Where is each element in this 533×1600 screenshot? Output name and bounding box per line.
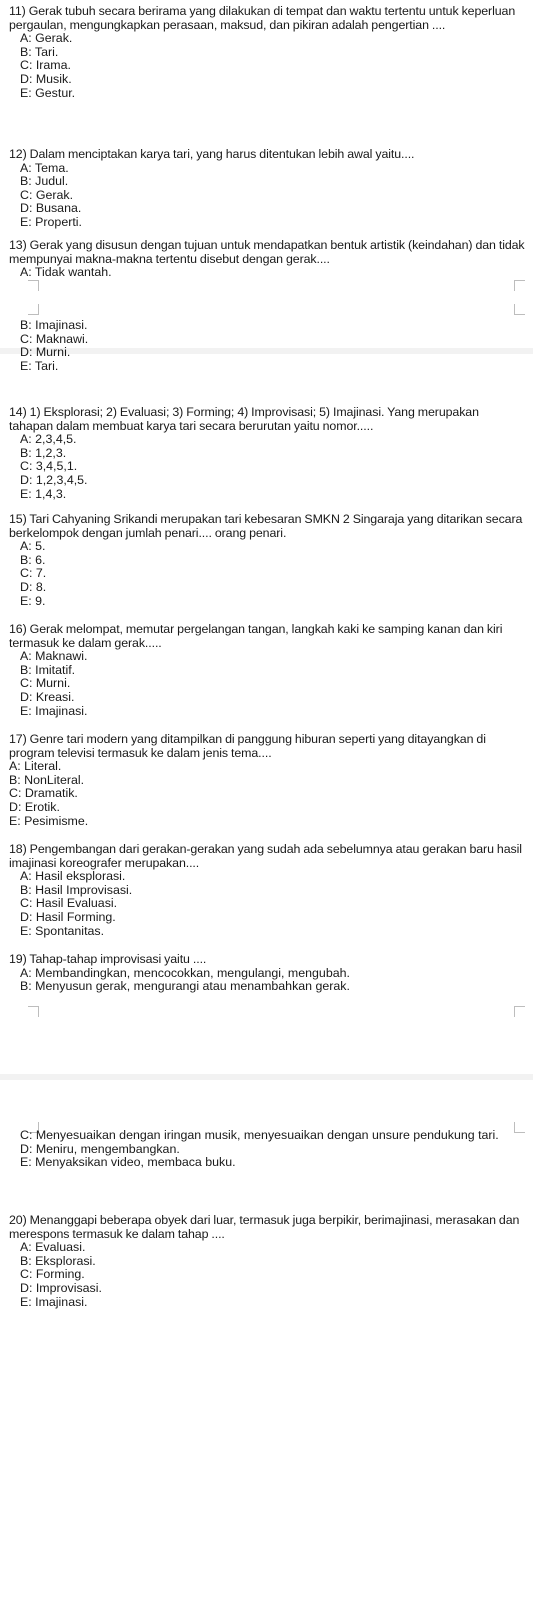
option-c[interactable]: C: Murni.: [20, 676, 71, 691]
question-text: 20) Menanggapi beberapa obyek dari luar, termasuk juga berpikir, berimajinasi, merasakan dan merespons termasuk ke dalam tahap ....: [9, 1213, 520, 1241]
option-d[interactable]: D: 8.: [20, 579, 47, 594]
option-d[interactable]: D: 1,2,3,4,5.: [20, 472, 88, 487]
question-text: 15) Tari Cahyaning Srikandi merupakan tari kebesaran SMKN 2 Singaraja yang ditarikan secara berkelompok dengan jumlah penari.... orang penari.: [9, 512, 523, 540]
question-16: [0, 623, 533, 718]
option-d[interactable]: D: Busana.: [20, 201, 82, 216]
option-d[interactable]: D: Musik.: [20, 71, 72, 86]
question-13-continued: [0, 319, 533, 373]
question-text: 17) Genre tari modern yang ditampilkan di panggung hiburan seperti yang ditayangkan di program televisi termasuk ke dalam jenis tema....: [9, 732, 486, 760]
question-12: [0, 148, 533, 230]
question-20: [0, 1214, 533, 1309]
option-a[interactable]: A: Gerak.: [20, 31, 73, 46]
option-c[interactable]: C: Irama.: [20, 58, 71, 73]
option-b[interactable]: B: Menyusun gerak, mengurangi atau menambahkan gerak.: [20, 979, 350, 994]
question-15: [0, 513, 533, 608]
option-a[interactable]: A: Hasil eksplorasi.: [20, 869, 126, 884]
option-d[interactable]: D: Murni.: [20, 345, 71, 360]
option-a[interactable]: A: Maknawi.: [20, 649, 88, 664]
option-c[interactable]: C: 3,4,5,1.: [20, 459, 78, 474]
option-c[interactable]: [0, 1129, 533, 1143]
question-18: [0, 843, 533, 938]
option-c-text: C: Menyesuaikan dengan iringan musik, menyesuaikan dengan unsure pendukung tari.: [20, 1128, 499, 1142]
question-text: 18) Pengembangan dari gerakan-gerakan yang sudah ada sebelumnya atau gerakan baru hasil imajinasi koreografer merupakan....: [9, 842, 522, 870]
option-e[interactable]: E: Spontanitas.: [20, 923, 105, 938]
option-e[interactable]: E: Menyaksikan video, membaca buku.: [20, 1155, 236, 1170]
question-text: 19) Tahap-tahap improvisasi yaitu ....: [9, 952, 207, 966]
question-text: 12) Dalam menciptakan karya tari, yang harus ditentukan lebih awal yaitu....: [9, 147, 415, 161]
option-e[interactable]: E: Imajinasi.: [20, 703, 88, 718]
option-d[interactable]: D: Improvisasi.: [20, 1280, 102, 1295]
option-e[interactable]: E: Pesimisme.: [9, 813, 89, 828]
option-d[interactable]: D: Meniru, mengembangkan.: [20, 1141, 180, 1156]
option-d[interactable]: D: Hasil Forming.: [20, 909, 116, 924]
option-a[interactable]: A: Tema.: [20, 160, 69, 175]
crop-mark-top-left: [28, 280, 39, 291]
question-text: 13) Gerak yang disusun dengan tujuan untuk mendapatkan bentuk artistik (keindahan) dan tidak mempunyai makna-makna tertentu disebut dengan gerak....: [9, 238, 525, 266]
crop-mark-top-right: [514, 280, 525, 291]
option-d[interactable]: D: Kreasi.: [20, 689, 75, 704]
option-b[interactable]: B: 6.: [20, 552, 46, 567]
option-c[interactable]: C: Gerak.: [20, 187, 74, 202]
option-a[interactable]: A: 5.: [20, 539, 46, 554]
option-c[interactable]: C: Dramatik.: [9, 786, 78, 801]
option-c[interactable]: C: Maknawi.: [20, 331, 89, 346]
option-a[interactable]: A: Membandingkan, mencocokkan, mengulangi, mengubah.: [20, 965, 350, 980]
question-text: 14) 1) Eksplorasi; 2) Evaluasi; 3) Forming; 4) Improvisasi; 5) Imajinasi. Yang merupakan tahapan dalam membuat karya tari secara berurutan yaitu nomor.....: [9, 405, 479, 433]
question-19-continued: [0, 1129, 533, 1170]
question-19: [0, 953, 533, 994]
option-c[interactable]: C: 7.: [20, 566, 47, 581]
option-b[interactable]: B: Tari.: [20, 44, 59, 59]
option-b[interactable]: B: 1,2,3.: [20, 445, 67, 460]
question-17: [0, 733, 533, 828]
crop-mark-bottom-left: [28, 304, 39, 315]
question-11: [0, 5, 533, 100]
option-b[interactable]: B: Imajinasi.: [20, 318, 88, 332]
crop-mark-bottom-right: [514, 304, 525, 315]
option-e[interactable]: E: Properti.: [20, 214, 82, 229]
option-c[interactable]: C: Hasil Evaluasi.: [20, 896, 118, 911]
option-c[interactable]: C: Forming.: [20, 1267, 85, 1282]
option-b[interactable]: B: Judul.: [20, 174, 69, 189]
question-text: 11) Gerak tubuh secara berirama yang dilakukan di tempat dan waktu tertentu untuk keperluan pergaulan, mengungkapkan perasaan, maksud, dan pikiran adalah pengertian ....: [9, 4, 516, 32]
page-break-band: [0, 1074, 533, 1080]
option-d[interactable]: D: Erotik.: [9, 799, 60, 814]
option-b[interactable]: B: Imitatif.: [20, 662, 76, 677]
option-e[interactable]: E: Gestur.: [20, 85, 76, 100]
question-14: [0, 406, 533, 501]
option-e[interactable]: E: 1,4,3.: [20, 486, 67, 501]
option-b[interactable]: B: NonLiteral.: [9, 772, 85, 787]
option-e[interactable]: E: Imajinasi.: [20, 1294, 88, 1309]
crop-mark-top-right: [514, 1006, 525, 1017]
question-text: 16) Gerak melompat, memutar pergelangan tangan, langkah kaki ke samping kanan dan kiri termasuk ke dalam gerak.....: [9, 622, 503, 650]
option-e[interactable]: E: 9.: [20, 593, 46, 608]
crop-mark-top-left: [28, 1006, 39, 1017]
option-a[interactable]: A: Evaluasi.: [20, 1240, 86, 1255]
option-a[interactable]: A: Literal.: [9, 759, 62, 774]
option-e[interactable]: E: Tari.: [20, 358, 59, 373]
option-b[interactable]: B: Hasil Improvisasi.: [20, 882, 133, 897]
option-a[interactable]: A: Tidak wantah.: [20, 265, 112, 280]
question-13: [0, 239, 533, 280]
option-a[interactable]: A: 2,3,4,5.: [20, 432, 77, 447]
option-b[interactable]: B: Eksplorasi.: [20, 1253, 96, 1268]
